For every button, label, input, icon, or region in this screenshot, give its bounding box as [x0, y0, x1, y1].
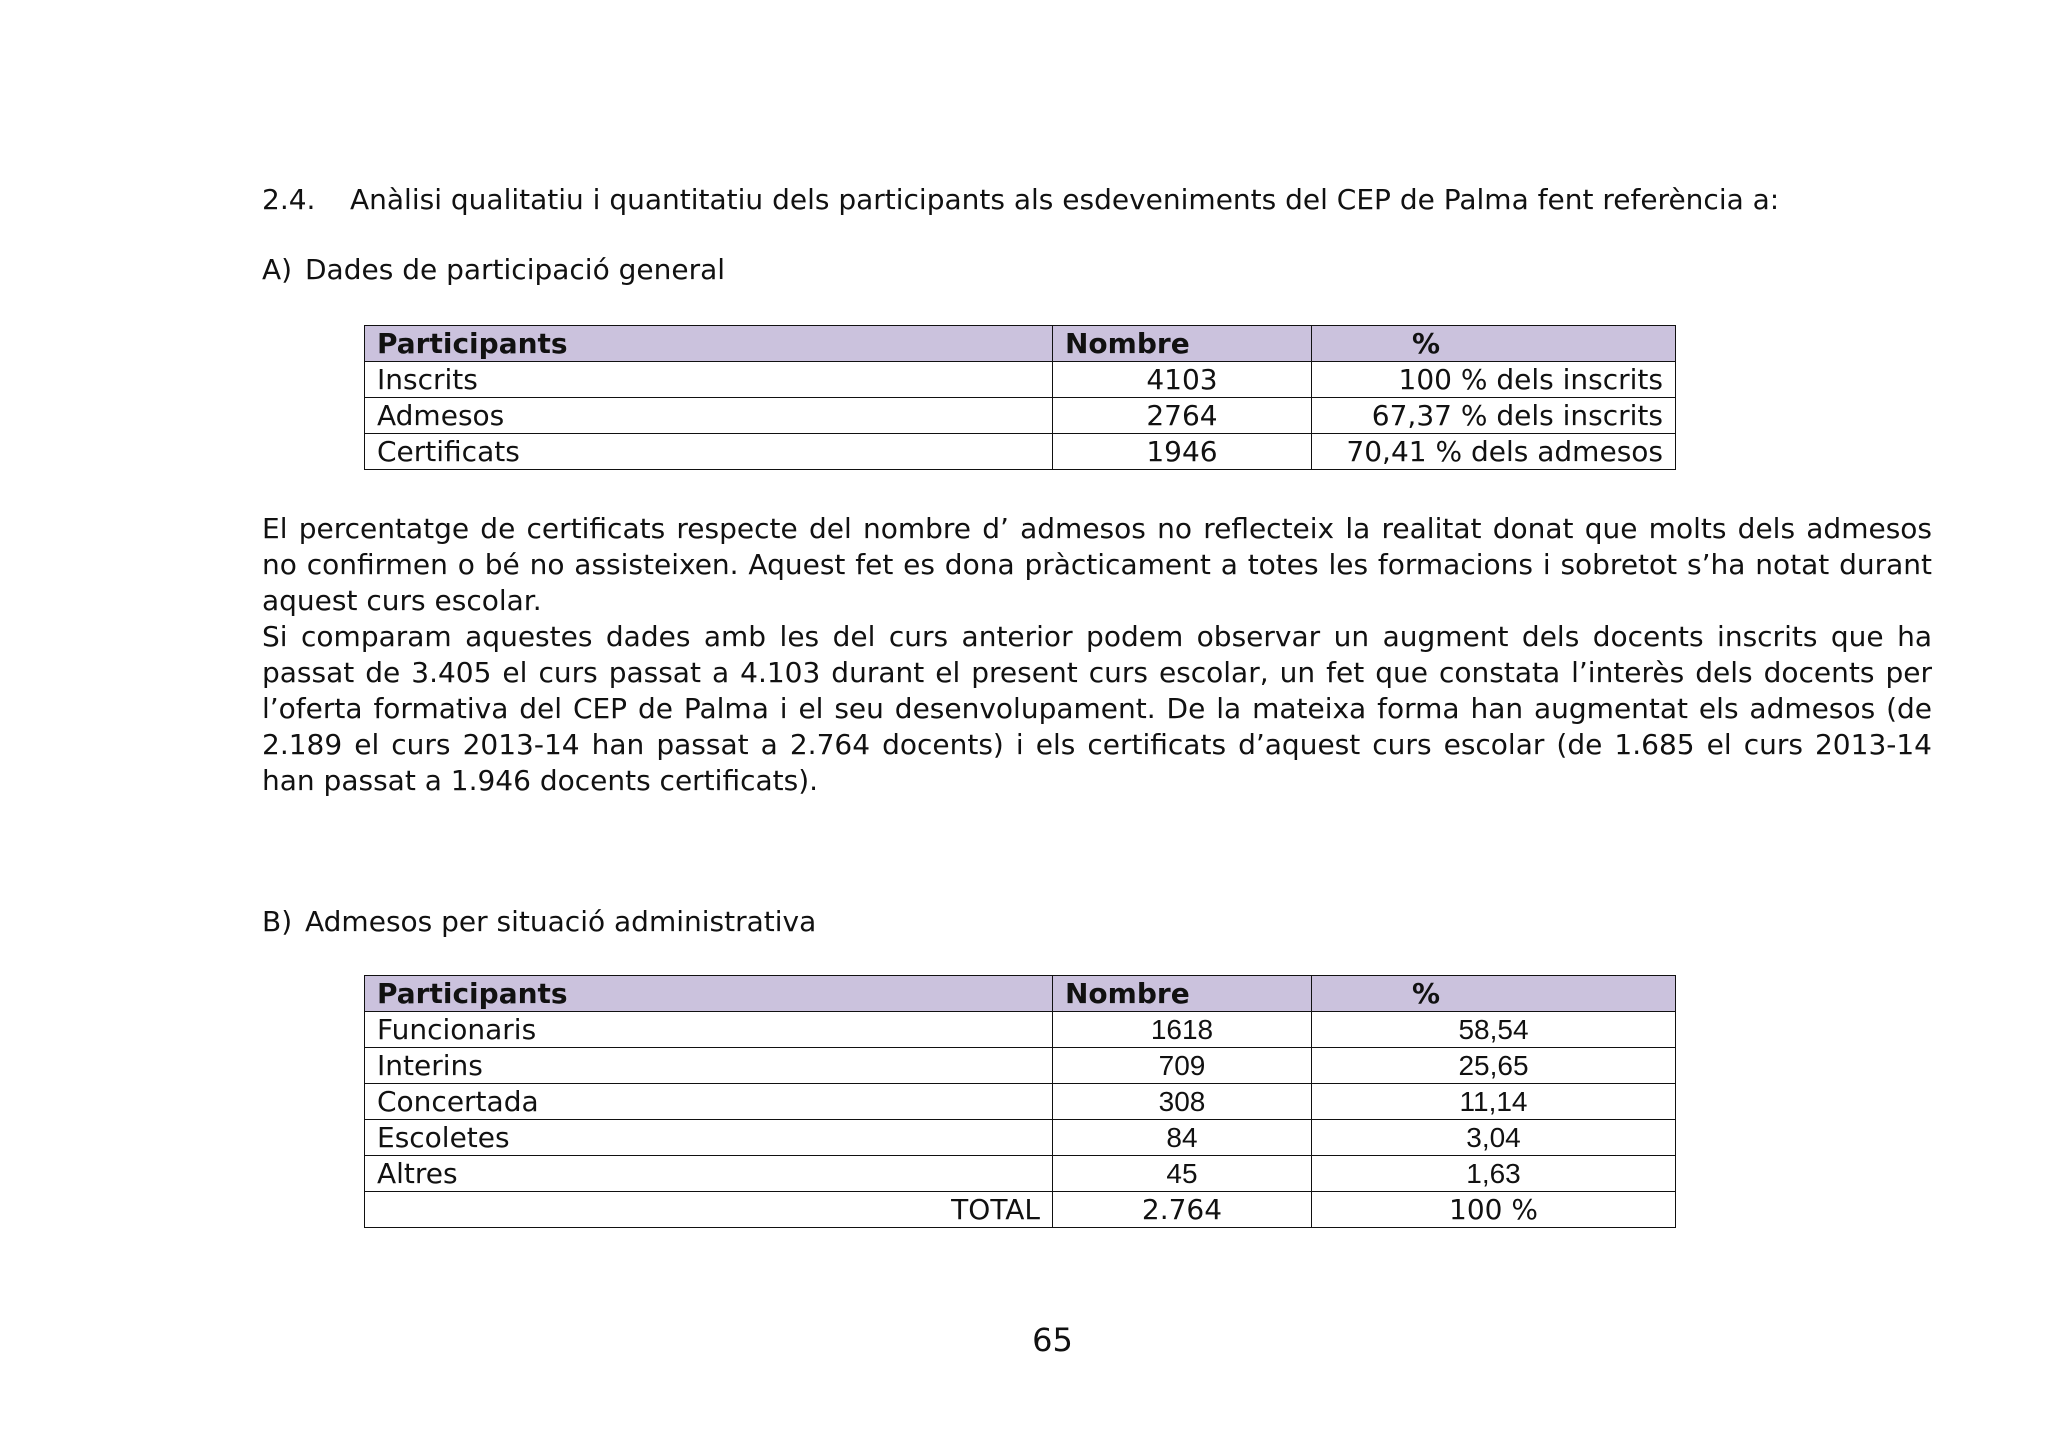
total-label: TOTAL [365, 1192, 1053, 1228]
header-nombre: Nombre [1053, 326, 1312, 362]
table-row [365, 362, 1676, 398]
row-label: Altres [365, 1156, 1053, 1192]
admitted-by-status-table [364, 975, 1676, 1228]
row-value: 4103 [1053, 362, 1312, 398]
row-percent: 25,65 [1312, 1048, 1676, 1084]
part-b-letter: B) [262, 905, 293, 938]
table-row [365, 434, 1676, 470]
part-a-title: Dades de participació general [305, 253, 726, 286]
table-row [365, 1084, 1676, 1120]
header-participants: Participants [365, 326, 1053, 362]
header-percent: % [1312, 326, 1676, 362]
page-number: 65 [1032, 1321, 1073, 1359]
row-value: 45 [1053, 1156, 1312, 1192]
header-percent: % [1312, 976, 1676, 1012]
row-percent: 58,54 [1312, 1012, 1676, 1048]
table-header-row [365, 976, 1676, 1012]
part-a-letter: A) [262, 253, 293, 286]
row-percent: 100 % dels inscrits [1312, 362, 1676, 398]
row-value: 1618 [1053, 1012, 1312, 1048]
part-b-title: Admesos per situació administrativa [305, 905, 817, 938]
section-title: Anàlisi qualitatiu i quantitatiu dels participants als esdeveniments del CEP de Palma fent referència a: [350, 183, 1780, 216]
table-row [365, 1012, 1676, 1048]
table-header-row [365, 326, 1676, 362]
row-percent: 70,41 % dels admesos [1312, 434, 1676, 470]
table-row [365, 1120, 1676, 1156]
row-percent: 67,37 % dels inscrits [1312, 398, 1676, 434]
row-label: Concertada [365, 1084, 1053, 1120]
total-percent: 100 % [1312, 1192, 1676, 1228]
row-percent: 1,63 [1312, 1156, 1676, 1192]
row-label: Escoletes [365, 1120, 1053, 1156]
table-row [365, 1156, 1676, 1192]
row-value: 2764 [1053, 398, 1312, 434]
row-value: 1946 [1053, 434, 1312, 470]
section-number: 2.4. [262, 183, 316, 216]
header-participants: Participants [365, 976, 1053, 1012]
table-row [365, 398, 1676, 434]
row-value: 308 [1053, 1084, 1312, 1120]
row-percent: 11,14 [1312, 1084, 1676, 1120]
row-value: 84 [1053, 1120, 1312, 1156]
row-value: 709 [1053, 1048, 1312, 1084]
row-label: Funcionaris [365, 1012, 1053, 1048]
row-label: Admesos [365, 398, 1053, 434]
table-row [365, 1048, 1676, 1084]
general-participation-table [364, 325, 1676, 470]
analysis-text [262, 511, 1932, 799]
part-b-heading [262, 900, 816, 944]
paragraph: Si comparam aquestes dades amb les del curs anterior podem observar un augment dels docents inscrits que ha passat de 3.405 el curs passat a 4.103 durant el present curs escolar, un fet que constata l’interès dels docents per l’oferta formativa del CEP de Palma i el seu desenvolupament. De la mateixa forma han augmentat els admesos (de 2.189 el curs 2013-14 han passat a 2.764 docents) i els certificats d’aquest curs escolar (de 1.685 el curs 2013-14 han passat a 1.946 docents certificats). [262, 620, 1932, 797]
row-percent: 3,04 [1312, 1120, 1676, 1156]
row-label: Certificats [365, 434, 1053, 470]
row-label: Interins [365, 1048, 1053, 1084]
table-total-row [365, 1192, 1676, 1228]
row-label: Inscrits [365, 362, 1053, 398]
paragraph: El percentatge de certificats respecte del nombre d’ admesos no reflecteix la realitat donat que molts dels admesos no confirmen o bé no assisteixen. Aquest fet es dona pràcticament a totes les formacions i sobretot s’ha notat durant aquest curs escolar. [262, 512, 1932, 617]
section-heading [262, 178, 1779, 222]
total-value: 2.764 [1053, 1192, 1312, 1228]
header-nombre: Nombre [1053, 976, 1312, 1012]
part-a-heading [262, 248, 725, 292]
